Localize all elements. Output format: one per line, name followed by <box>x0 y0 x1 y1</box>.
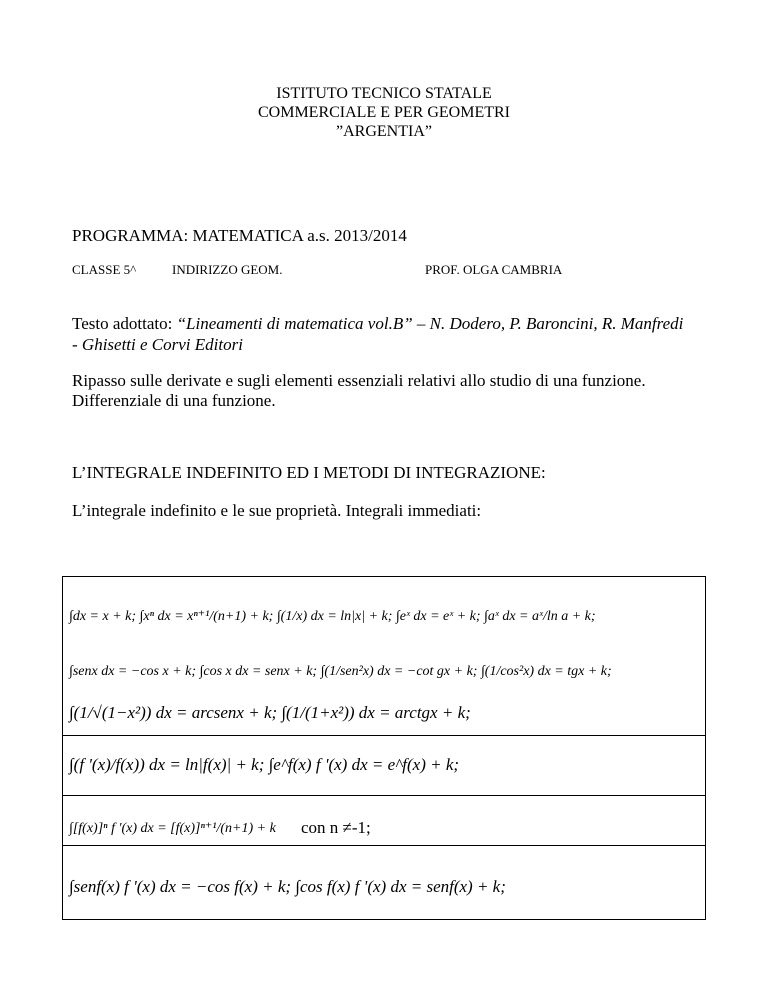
formula-divider <box>63 845 705 846</box>
formula-box <box>62 576 706 920</box>
school-name-line3: ”ARGENTIA” <box>336 123 432 140</box>
school-name-line1: ISTITUTO TECNICO STATALE <box>276 85 492 102</box>
indirizzo-label: INDIRIZZO GEOM. <box>172 262 283 277</box>
formula-basic-integrals: ∫dx = x + k; ∫xⁿ dx = xⁿ⁺¹/(n+1) + k; ∫(1/x) dx = ln|x| + k; ∫eˣ dx = eˣ + k; ∫aˣ dx = aˣ/ln a + k; <box>69 609 596 624</box>
programma-title: PROGRAMMA: MATEMATICA a.s. 2013/2014 <box>72 226 407 245</box>
formula-inverse-trig-integrals: ∫(1/√(1−x²)) dx = arcsenx + k; ∫(1/(1+x²)) dx = arctgx + k; <box>69 703 471 722</box>
formula-trig-integrals: ∫senx dx = −cos x + k; ∫cos x dx = senx + k; ∫(1/sen²x) dx = −cot gx + k; ∫(1/cos²x) dx = tgx + k; <box>69 664 612 679</box>
textbook-prefix: Testo adottato: <box>72 314 177 333</box>
review-paragraph: Ripasso sulle derivate e sugli elementi essenziali relativi allo studio di una funzione. Differenziale di una funzione. <box>72 371 646 410</box>
textbook-reference <box>72 313 692 355</box>
formula-log-exp-integrals: ∫(f '(x)/f(x)) dx = ln|f(x)| + k; ∫e^f(x) f '(x) dx = e^f(x) + k; <box>69 755 460 774</box>
section-subtitle: L’integrale indefinito e le sue proprietà. Integrali immediati: <box>72 501 482 520</box>
classe-label: CLASSE 5^ <box>72 262 137 277</box>
formula-divider <box>63 735 705 736</box>
formula-divider <box>63 795 705 796</box>
section-title: L’INTEGRALE INDEFINITO ED I METODI DI INTEGRAZIONE: <box>72 463 546 482</box>
professor-label: PROF. OLGA CAMBRIA <box>425 262 563 277</box>
formula-composite-trig-integrals: ∫senf(x) f '(x) dx = −cos f(x) + k; ∫cos f(x) f '(x) dx = senf(x) + k; <box>69 877 506 896</box>
school-name-line2: COMMERCIALE E PER GEOMETRI <box>258 104 510 121</box>
formula-power-condition: con n ≠-1; <box>301 818 371 837</box>
formula-power-integral: ∫[f(x)]ⁿ f '(x) dx = [f(x)]ⁿ⁺¹/(n+1) + k <box>69 821 276 836</box>
textbook-title: “Lineamenti di matematica vol.B” – N. Dodero, P. Baroncini, R. Manfredi - Ghisetti e Corvi Editori <box>72 314 684 354</box>
